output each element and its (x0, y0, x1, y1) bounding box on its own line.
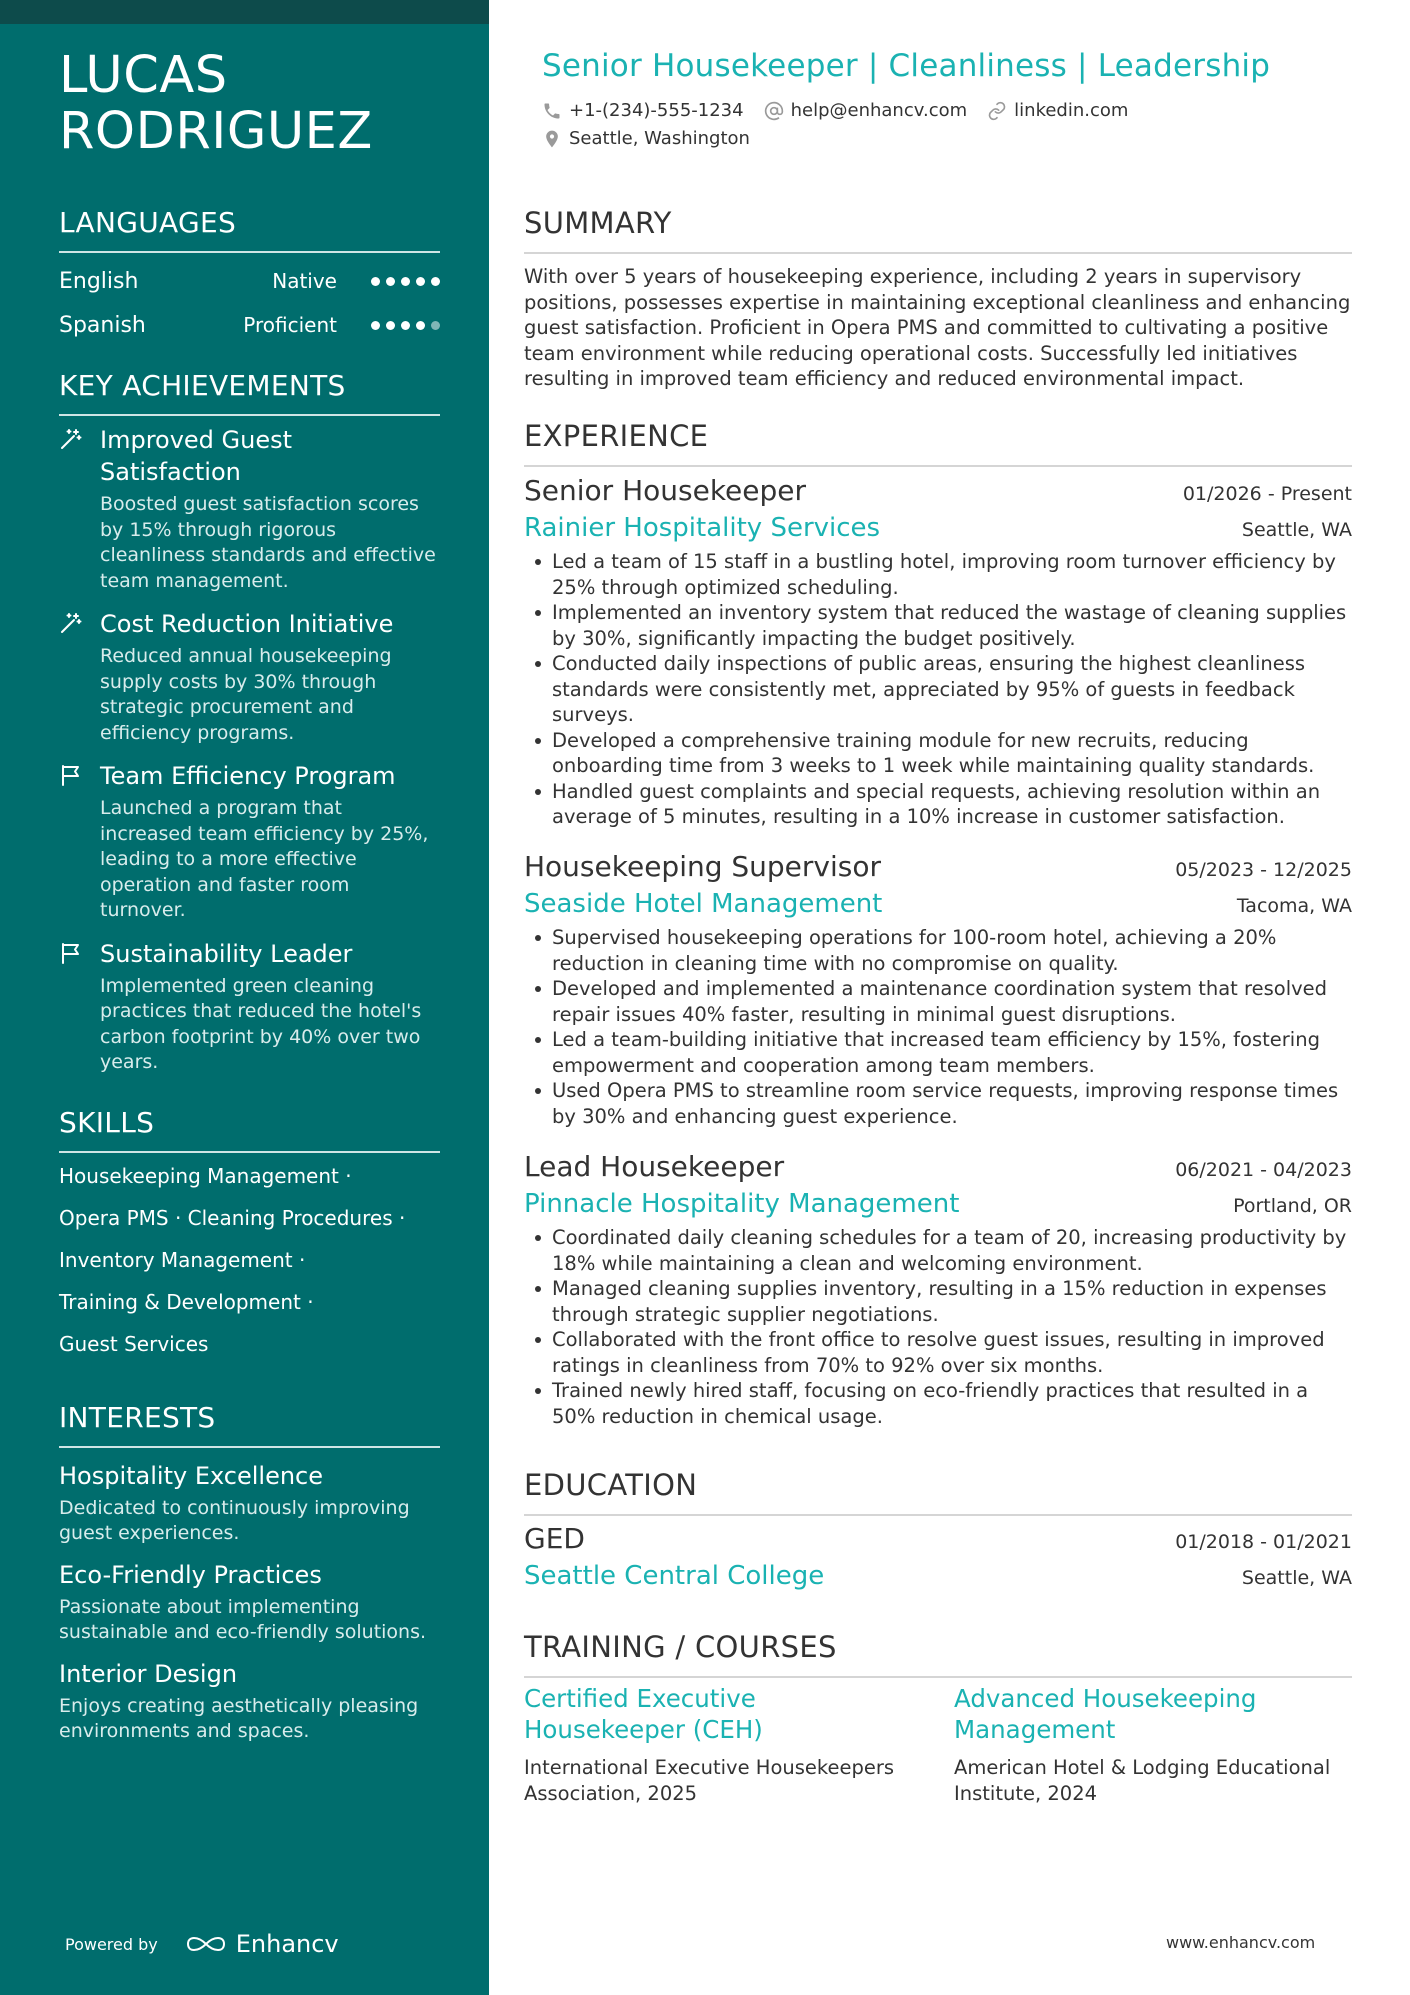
location-pin-icon (542, 129, 562, 149)
job-company: Seaside Hotel Management (524, 889, 883, 919)
skills-section (59, 1106, 440, 1365)
summary-title: SUMMARY (524, 206, 1352, 254)
course-item (954, 1683, 1352, 1806)
footer-url[interactable]: www.enhancv.com (1166, 1933, 1316, 1952)
course-title: Advanced Housekeeping Management (954, 1684, 1257, 1744)
achievement-title: Team Efficiency Program (100, 762, 396, 790)
skill-line: Guest Services (59, 1331, 209, 1356)
rating-dot (401, 321, 410, 330)
education-degree: GED (524, 1522, 585, 1555)
enhancv-logo[interactable] (184, 1930, 339, 1958)
rating-dot (386, 321, 395, 330)
flag-icon (59, 938, 100, 1076)
interest-title: Interior Design (59, 1659, 238, 1688)
contact-linkedin[interactable] (987, 100, 1128, 121)
job-date: 05/2023 - 12/2025 (1175, 859, 1352, 881)
interest-item (59, 1559, 440, 1646)
achievements-title: KEY ACHIEVEMENTS (59, 369, 440, 416)
course-title: Certified Executive Housekeeper (CEH) (524, 1684, 763, 1744)
interest-title: Hospitality Excellence (59, 1461, 324, 1490)
at-icon (764, 101, 784, 121)
interest-desc: Enjoys creating aesthetically pleasing environments and spaces. (59, 1694, 419, 1742)
job-bullet: Managed cleaning supplies inventory, resulting in a 15% reduction in expenses through strategic supplier negotiations. (524, 1276, 1352, 1327)
job-entry (524, 474, 1352, 830)
job-entry (524, 850, 1352, 1129)
job-company: Rainier Hospitality Services (524, 513, 881, 543)
interest-desc: Passionate about implementing sustainable and eco-friendly solutions. (59, 1595, 427, 1643)
powered-by (65, 1930, 339, 1958)
rating-dot (416, 321, 425, 330)
job-role: Lead Housekeeper (524, 1150, 785, 1183)
training-title: TRAINING / COURSES (524, 1630, 1352, 1678)
job-entry (524, 1150, 1352, 1429)
rating-dot (401, 277, 410, 286)
education-entry (524, 1522, 1352, 1591)
link-icon (987, 101, 1007, 121)
language-rating (371, 277, 440, 286)
summary-text: With over 5 years of housekeeping experience, including 2 years in supervisory positions, possesses expertise in maintaining exceptional cleanliness and enhancing guest satisfaction. Proficient in Opera PMS and committed to cultivating a positive team environment while reducing operational costs. Successfully led initiatives resulting in improved team efficiency and reduced environmental impact. (524, 265, 1351, 390)
job-bullet: Developed a comprehensive training module for new recruits, reducing onboarding time from 3 weeks to 1 week while maintaining quality standards. (524, 728, 1352, 779)
interest-desc: Dedicated to continuously improving guest experiences. (59, 1496, 410, 1544)
job-company: Pinnacle Hospitality Management (524, 1189, 960, 1219)
achievement-desc: Launched a program that increased team efficiency by 25%, leading to a more effective operation and faster room turnover. (100, 797, 429, 921)
languages-section (59, 206, 440, 347)
contact-row-2 (542, 128, 770, 149)
achievement-item (59, 938, 440, 1076)
rating-dot (386, 277, 395, 286)
job-bullet: Implemented an inventory system that reduced the wastage of cleaning supplies by 30%, significantly impacting the budget positively. (524, 600, 1352, 651)
name-first: LUCAS (59, 46, 228, 105)
job-bullet: Developed and implemented a maintenance coordination system that resolved repair issues 40% faster, resulting in minimal guest disruptions. (524, 976, 1352, 1027)
language-rating (371, 321, 440, 330)
interests-section (59, 1401, 440, 1745)
skills-title: SKILLS (59, 1106, 440, 1153)
contact-location (542, 128, 750, 149)
education-location: Seattle, WA (1241, 1567, 1352, 1589)
interests-title: INTERESTS (59, 1401, 440, 1448)
rating-dot (371, 277, 380, 286)
rating-dot-empty (431, 321, 440, 330)
linkedin-text: linkedin.com (1014, 100, 1129, 121)
flag-icon (59, 760, 100, 924)
job-bullets (524, 549, 1352, 830)
enhancv-brand: Enhancv (235, 1930, 339, 1958)
skill-line: Inventory Management · (59, 1247, 306, 1272)
job-bullet: Trained newly hired staff, focusing on eco-friendly practices that resulted in a 50% reduction in chemical usage. (524, 1378, 1352, 1429)
magic-wand-icon (59, 608, 100, 746)
interest-item (59, 1460, 440, 1547)
rating-dot (416, 277, 425, 286)
skill-line: Housekeeping Management · (59, 1163, 352, 1188)
candidate-name (59, 48, 440, 160)
sidebar-top-bar (0, 0, 489, 24)
job-bullet: Used Opera PMS to streamline room service requests, improving response times by 30% and enhancing guest experience. (524, 1078, 1352, 1129)
phone-icon (542, 101, 562, 121)
contact-phone[interactable] (542, 100, 744, 121)
achievement-item (59, 608, 440, 746)
achievement-title: Improved Guest Satisfaction (100, 426, 293, 486)
job-location: Tacoma, WA (1236, 895, 1352, 917)
experience-title: EXPERIENCE (524, 419, 1352, 467)
rating-dot (431, 277, 440, 286)
job-bullet: Coordinated daily cleaning schedules for a team of 20, increasing productivity by 18% while maintaining a clean and welcoming environment. (524, 1225, 1352, 1276)
achievement-title: Cost Reduction Initiative (100, 610, 394, 638)
achievement-desc: Boosted guest satisfaction scores by 15% through rigorous cleanliness standards and effective team management. (100, 493, 436, 592)
job-bullets (524, 925, 1352, 1129)
job-bullet: Collaborated with the front office to resolve guest issues, resulting in improved ratings in cleanliness from 70% to 92% over six months. (524, 1327, 1352, 1378)
interest-title: Eco-Friendly Practices (59, 1560, 322, 1589)
language-name: English (59, 268, 139, 294)
headline: Senior Housekeeper | Cleanliness | Leadership (542, 48, 1271, 84)
interest-item (59, 1658, 440, 1745)
job-role: Housekeeping Supervisor (524, 850, 881, 883)
sidebar-content (59, 48, 440, 1745)
sidebar (0, 0, 489, 1995)
education-title: EDUCATION (524, 1468, 1352, 1516)
skill-line: Training & Development · (59, 1289, 314, 1314)
location-text: Seattle, Washington (569, 128, 750, 149)
courses-list (524, 1683, 1352, 1806)
job-bullet: Handled guest complaints and special requests, achieving resolution within an average of 5 minutes, resulting in a 10% increase in customer satisfaction. (524, 779, 1352, 830)
powered-by-label: Powered by (65, 1934, 158, 1954)
job-bullet: Conducted daily inspections of public areas, ensuring the highest cleanliness standards were consistently met, appreciated by 95% of guests in feedback surveys. (524, 651, 1352, 728)
phone-text: +1-(234)-555-1234 (569, 100, 744, 121)
course-desc: American Hotel & Lodging Educational Institute, 2024 (954, 1756, 1331, 1805)
name-last: RODRIGUEZ (59, 102, 373, 161)
education-school: Seattle Central College (524, 1561, 825, 1591)
achievement-item (59, 424, 440, 594)
education-date: 01/2018 - 01/2021 (1175, 1531, 1352, 1553)
achievements-section (59, 369, 440, 1076)
job-role: Senior Housekeeper (524, 474, 806, 507)
job-location: Seattle, WA (1241, 519, 1352, 541)
job-bullets (524, 1225, 1352, 1429)
language-level: Native (272, 269, 337, 293)
achievement-title: Sustainability Leader (100, 939, 353, 968)
job-date: 06/2021 - 04/2023 (1175, 1159, 1352, 1181)
job-bullet: Led a team of 15 staff in a bustling hotel, improving room turnover efficiency by 25% through optimized scheduling. (524, 549, 1352, 600)
course-item (524, 1683, 954, 1806)
email-text: help@enhancv.com (790, 100, 968, 121)
achievement-item (59, 760, 440, 924)
language-name: Spanish (59, 312, 146, 338)
job-date: 01/2026 - Present (1182, 483, 1352, 505)
achievement-desc: Reduced annual housekeeping supply costs by 30% through strategic procurement and efficiency programs. (100, 645, 392, 744)
job-bullet: Supervised housekeeping operations for 100-room hotel, achieving a 20% reduction in cleaning time with no compromise on quality. (524, 925, 1352, 976)
achievement-desc: Implemented green cleaning practices that reduced the hotel's carbon footprint by 40% over two years. (100, 974, 422, 1073)
contact-email[interactable] (764, 100, 968, 121)
language-item (59, 259, 440, 303)
rating-dot (371, 321, 380, 330)
languages-title: LANGUAGES (59, 206, 440, 253)
language-level: Proficient (243, 313, 337, 337)
job-bullet: Led a team-building initiative that increased team efficiency by 15%, fostering empowerment and cooperation among team members. (524, 1027, 1352, 1078)
language-item (59, 303, 440, 347)
contact-row (542, 100, 1148, 121)
job-location: Portland, OR (1233, 1195, 1352, 1217)
magic-wand-icon (59, 424, 100, 594)
course-desc: International Executive Housekeepers Association, 2025 (524, 1756, 895, 1805)
skill-line: Opera PMS · Cleaning Procedures · (59, 1205, 406, 1230)
